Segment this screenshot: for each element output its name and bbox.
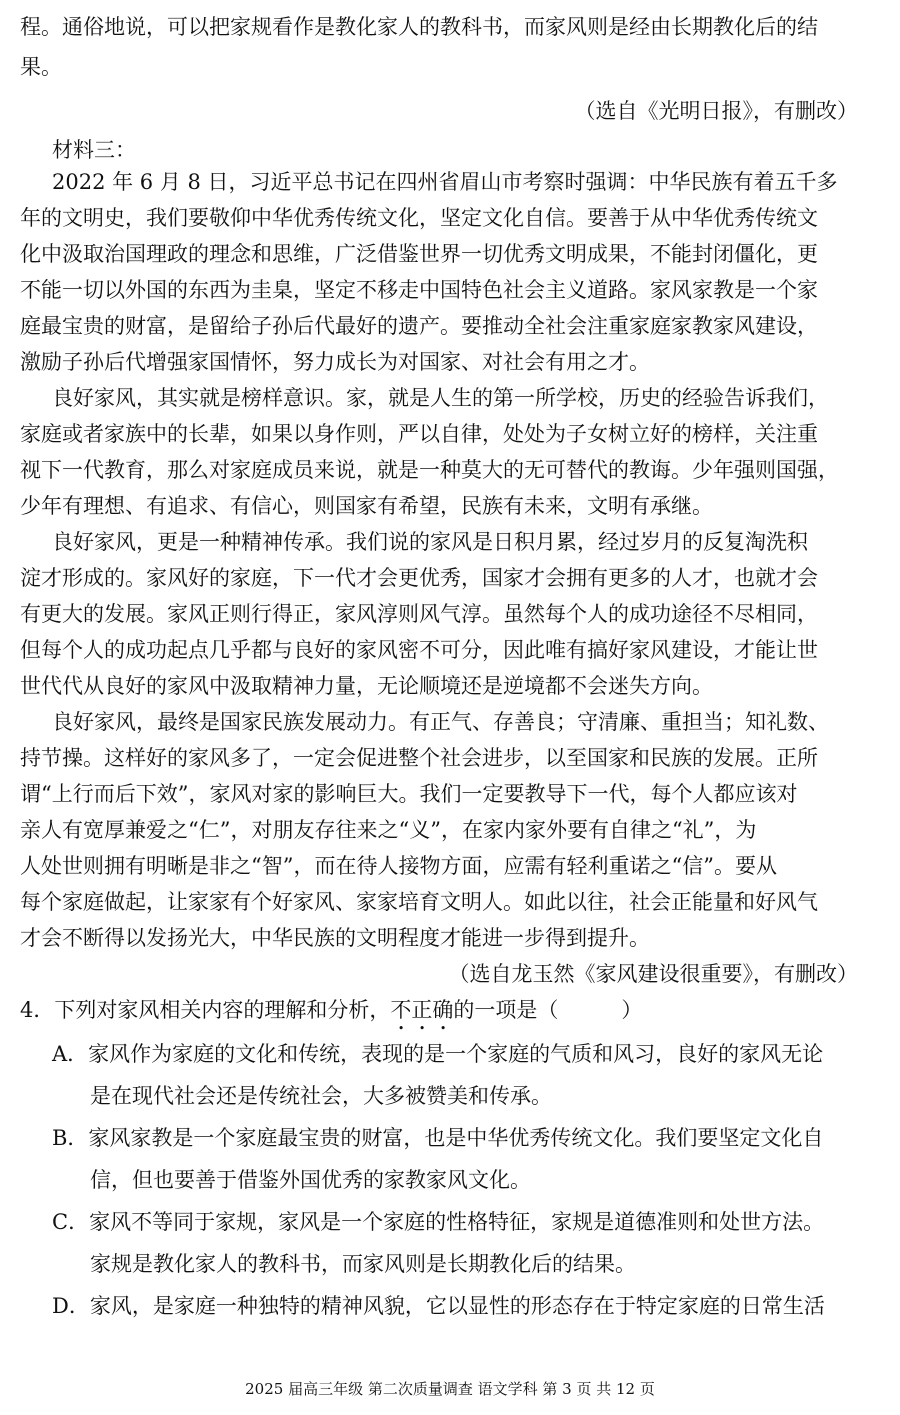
- option-c: C．家风不等同于家规，家风是一个家庭的性格特征，家规是道德准则和处世方法。: [52, 1210, 825, 1234]
- source-citation: （选自《光明日报》，有删改）: [574, 99, 858, 123]
- question-text: 下列对家风相关内容的理解和分析，: [54, 998, 391, 1022]
- text-line: 不能一切以外国的东西为圭臬，坚定不移走中国特色社会主义道路。家风家教是一个家: [20, 278, 818, 302]
- text-line: 化中汲取治国理政的理念和思维，广泛借鉴世界一切优秀文明成果，不能封闭僵化，更: [20, 242, 818, 266]
- option-c-cont: 家规是教化家人的教科书，而家风则是长期教化后的结果。: [90, 1252, 636, 1276]
- source-citation: （选自龙玉然《家风建设很重要》，有删改）: [448, 962, 858, 986]
- text-line: 良好家风，最终是国家民族发展动力。有正气、存善良；守清廉、重担当；知礼数、: [52, 710, 829, 734]
- question-text: 的一项是（ ）: [453, 998, 643, 1022]
- option-d: D．家风，是家庭一种独特的精神风貌，它以显性的形态存在于特定家庭的日常生活: [52, 1294, 825, 1318]
- question-stem: [20, 995, 642, 1035]
- text-line: 亲人有宽厚兼爱之“仁”，对朋友存往来之“义”，在家内家外要有自律之“礼”，为: [20, 818, 757, 842]
- option-b-cont: 信，但也要善于借鉴外国优秀的家教家风文化。: [90, 1168, 531, 1192]
- text-line: 少年有理想、有追求、有信心，则国家有希望，民族有未来，文明有承继。: [20, 494, 713, 518]
- text-line: 世代代从良好的家风中汲取精神力量，无论顺境还是逆境都不会迷失方向。: [20, 674, 713, 698]
- text-line: 才会不断得以发扬光大，中华民族的文明程度才能进一步得到提升。: [20, 926, 650, 950]
- text-line: 良好家风，更是一种精神传承。我们说的家风是日积月累，经过岁月的反复淘洗积: [52, 530, 808, 554]
- option-a-cont: 是在现代社会还是传统社会，大多被赞美和传承。: [90, 1084, 552, 1108]
- text-line: 2022 年 6 月 8 日，习近平总书记在四州省眉山市考察时强调：中华民族有着五千多: [52, 170, 838, 194]
- text-line: 有更大的发展。家风正则行得正，家风淳则风气淳。虽然每个人的成功途径不尽相同，: [20, 602, 818, 626]
- emphasis-text: 不正确: [390, 998, 454, 1022]
- text-line: 果。: [20, 55, 62, 79]
- option-a: A．家风作为家庭的文化和传统，表现的是一个家庭的气质和风习，良好的家风无论: [52, 1042, 824, 1066]
- text-line: 激励子孙后代增强家国情怀，努力成长为对国家、对社会有用之才。: [20, 350, 650, 374]
- text-line: 良好家风，其实就是榜样意识。家，就是人生的第一所学校，历史的经验告诉我们，: [52, 386, 829, 410]
- question-number: 4．: [20, 998, 55, 1022]
- text-line: 淀才形成的。家风好的家庭，下一代才会更优秀，国家才会拥有更多的人才，也就才会: [20, 566, 818, 590]
- page-footer: 2025 届高三年级 第二次质量调查 语文学科 第 3 页 共 12 页: [245, 1380, 655, 1398]
- text-line: 视下一代教育，那么对家庭成员来说，就是一种莫大的无可替代的教诲。少年强则国强，: [20, 458, 839, 482]
- text-line: 每个家庭做起，让家家有个好家风、家家培育文明人。如此以往，社会正能量和好风气: [20, 890, 818, 914]
- text-line: 家庭或者家族中的长辈，如果以身作则，严以自律，处处为子女树立好的榜样，关注重: [20, 422, 818, 446]
- text-line: 年的文明史，我们要敬仰中华优秀传统文化，坚定文化自信。要善于从中华优秀传统文: [20, 206, 818, 230]
- text-line: 庭最宝贵的财富，是留给子孙后代最好的遗产。要推动全社会注重家庭家教家风建设，: [20, 314, 818, 338]
- option-b: B．家风家教是一个家庭最宝贵的财富，也是中华优秀传统文化。我们要坚定文化自: [52, 1126, 824, 1150]
- text-line: 人处世则拥有明晰是非之“智”，而在待人接物方面，应需有轻利重诺之“信”。要从: [20, 854, 777, 878]
- text-line: 但每个人的成功起点几乎都与良好的家风密不可分，因此唯有搞好家风建设，才能让世: [20, 638, 818, 662]
- text-line: 谓“上行而后下效”，家风对家的影响巨大。我们一定要教导下一代，每个人都应该对: [20, 782, 798, 806]
- text-line: 程。通俗地说，可以把家规看作是教化家人的教科书，而家风则是经由长期教化后的结: [20, 15, 818, 39]
- text-line: 持节操。这样好的家风多了，一定会促进整个社会进步，以至国家和民族的发展。正所: [20, 746, 818, 770]
- section-heading: 材料三：: [52, 138, 136, 162]
